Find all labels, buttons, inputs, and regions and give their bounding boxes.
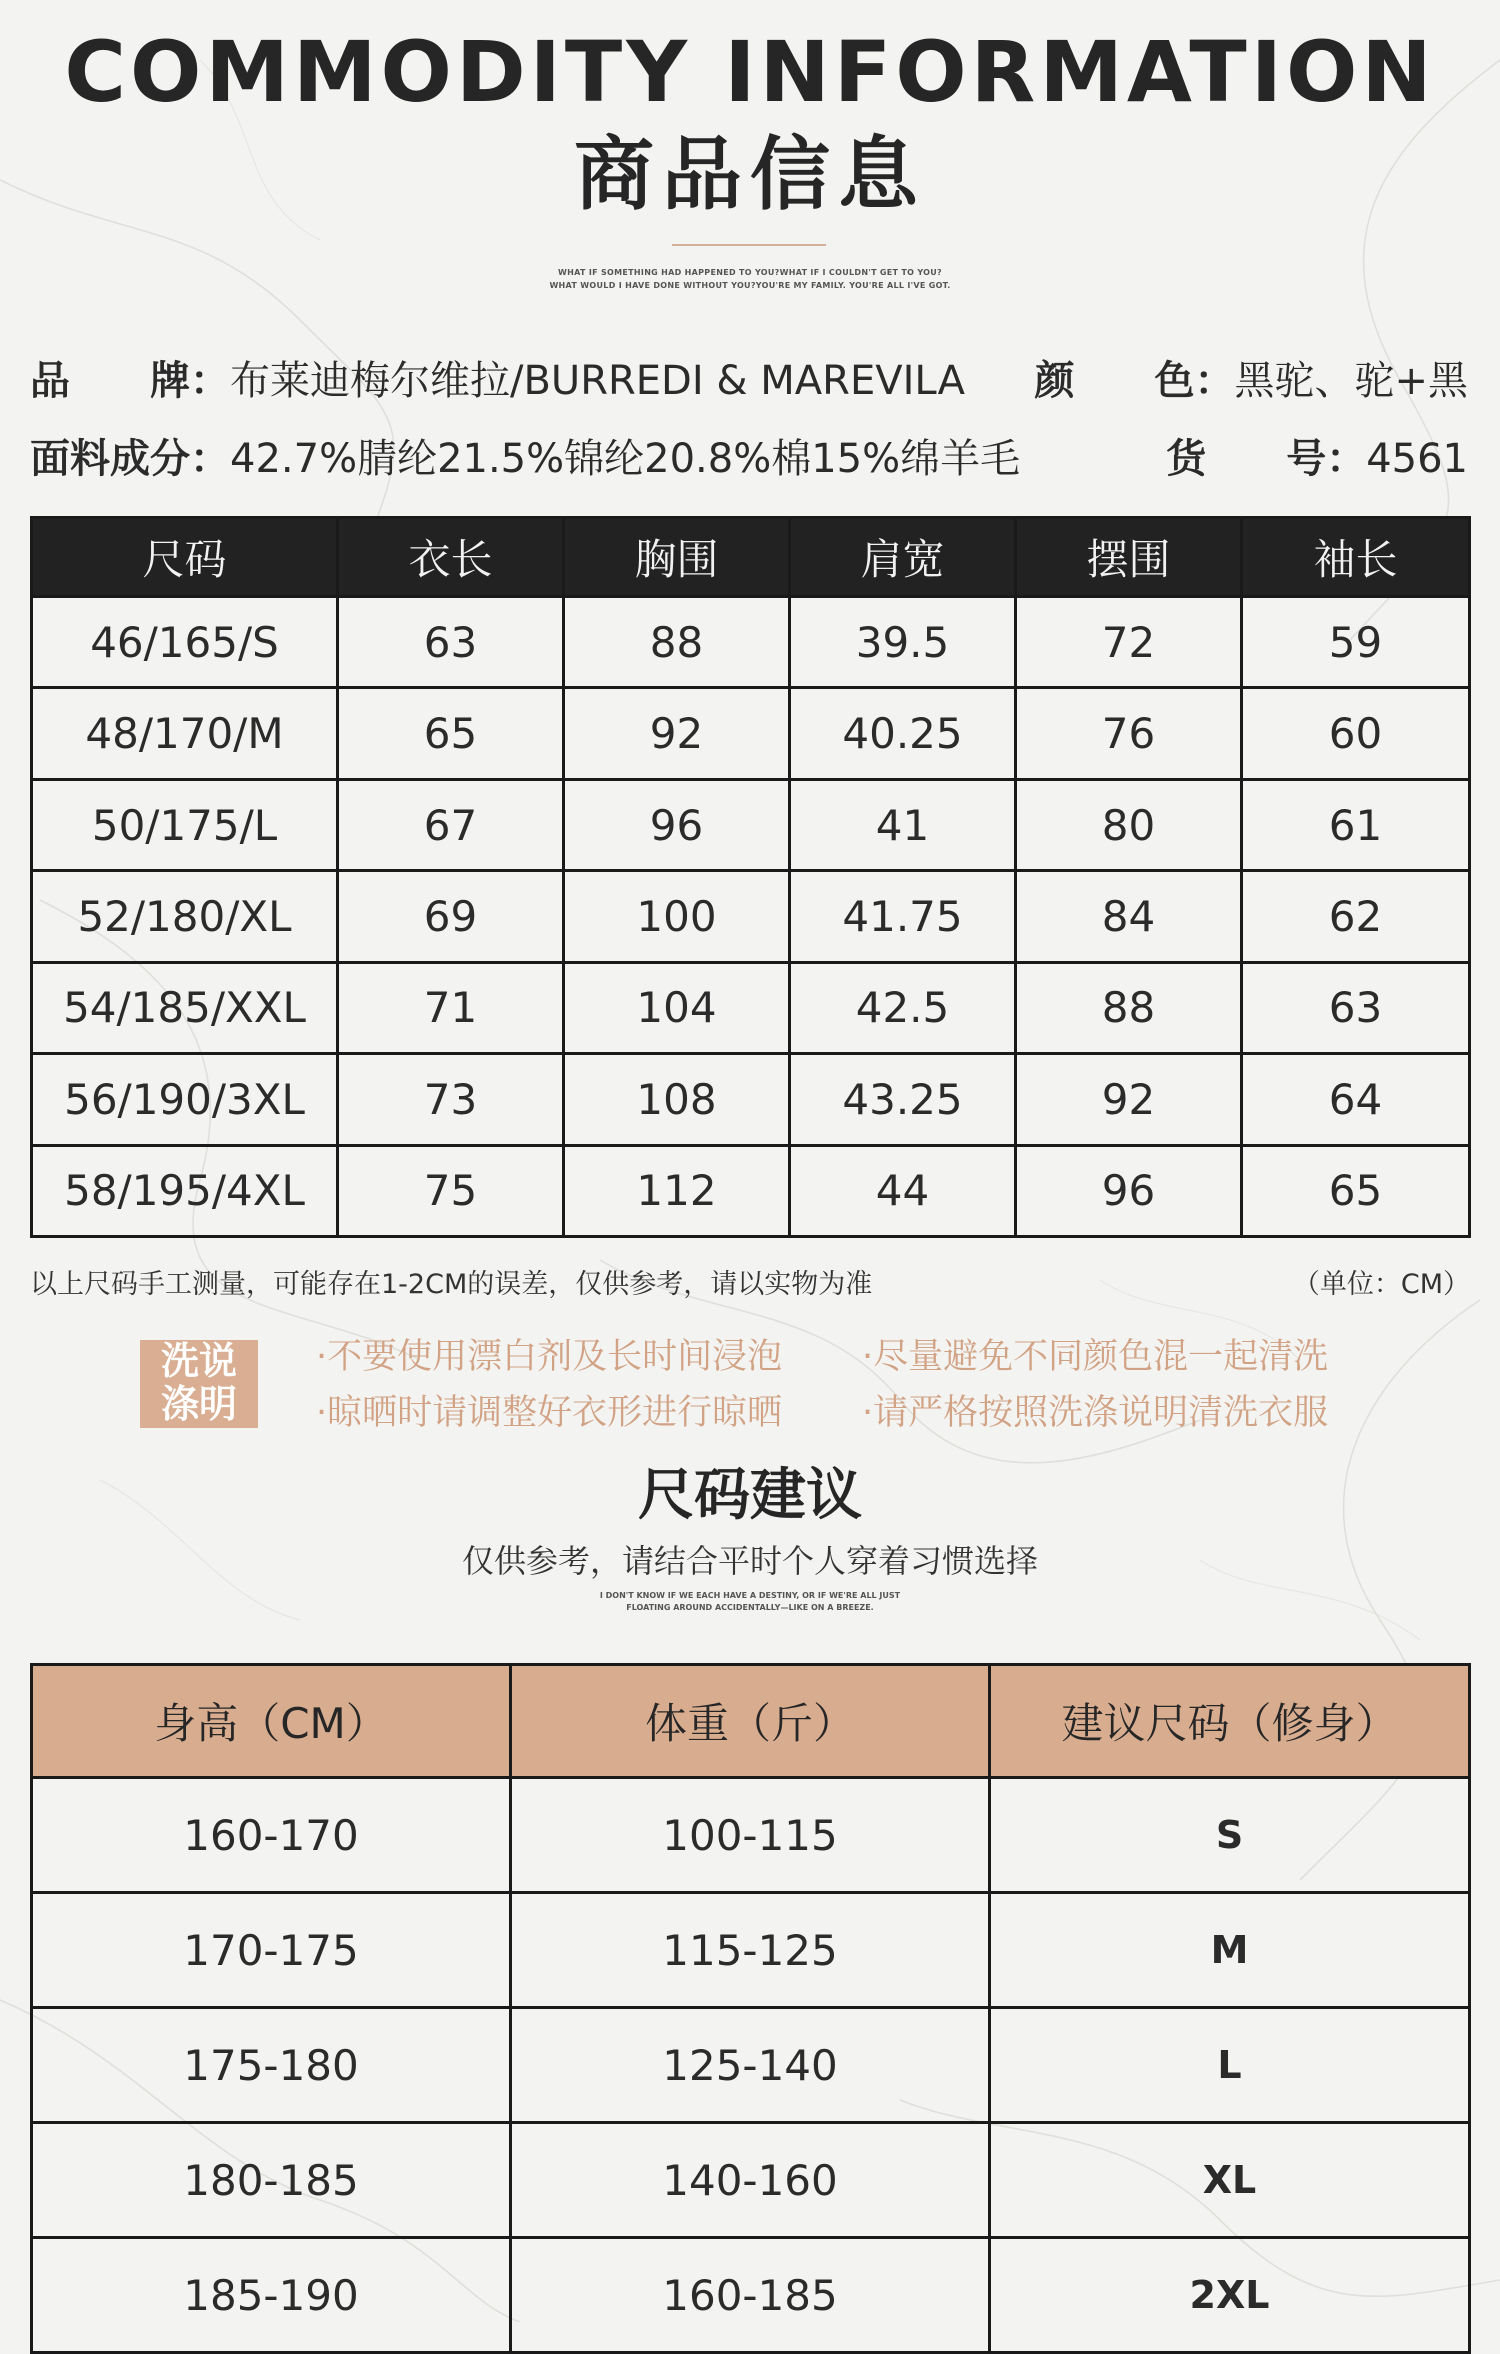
header-size: 尺码 (32, 518, 338, 597)
fabric-row (30, 434, 1020, 484)
table-cell: 41 (790, 779, 1016, 870)
size-advice-subtitle: 仅供参考，请结合平时个人穿着习惯选择 (461, 1542, 1038, 1580)
wash-tip: ·不要使用漂白剂及长时间浸泡 (316, 1337, 783, 1377)
advice-tagline-line2: FLOATING AROUND ACCIDENTALLY—LIKE ON A BREEZE. (626, 1603, 874, 1612)
table-cell: 63 (1242, 962, 1470, 1053)
table-cell: 80 (1016, 779, 1242, 870)
table-cell: 72 (1016, 597, 1242, 688)
header-tagline (430, 266, 1070, 292)
table-row (32, 962, 1470, 1053)
title-english: COMMODITY INFORMATION (64, 23, 1436, 121)
recommended-size-cell: M (990, 1893, 1470, 2008)
table-cell: 60 (1242, 688, 1470, 779)
table-cell: 75 (338, 1145, 564, 1236)
measurement-note: 以上尺码手工测量，可能存在1-2CM的误差，仅供参考，请以实物为准 (30, 1269, 873, 1300)
table-cell: 62 (1242, 871, 1470, 962)
table-cell: 48/170/M (32, 688, 338, 779)
item-number-value: 4561 (1366, 436, 1468, 482)
table-cell: 104 (564, 962, 790, 1053)
table-cell: 92 (564, 688, 790, 779)
table-row (32, 1778, 1470, 1893)
table-cell: 67 (338, 779, 564, 870)
table-cell: 41.75 (790, 871, 1016, 962)
title-divider (672, 244, 826, 246)
table-cell: 112 (564, 1145, 790, 1236)
table-row (32, 1145, 1470, 1236)
height-cell: 185-190 (32, 2238, 511, 2353)
header-recommended-size: 建议尺码（修身） (990, 1665, 1470, 1778)
brand-value: 布莱迪梅尔维拉/BURREDI & MAREVILA (230, 358, 965, 404)
recommended-size-cell: L (990, 2008, 1470, 2123)
table-cell: 108 (564, 1054, 790, 1145)
weight-cell: 160-185 (511, 2238, 990, 2353)
table-cell: 63 (338, 597, 564, 688)
table-cell: 64 (1242, 1054, 1470, 1145)
title-chinese: 商品信息 (574, 128, 926, 221)
color-row (1034, 356, 1468, 406)
height-cell: 170-175 (32, 1893, 511, 2008)
table-cell: 84 (1016, 871, 1242, 962)
height-cell: 160-170 (32, 1778, 511, 1893)
recommended-size-cell: XL (990, 2123, 1470, 2238)
table-cell: 54/185/XXL (32, 962, 338, 1053)
size-advice-tagline (530, 1590, 970, 1614)
recommended-size-cell: 2XL (990, 2238, 1470, 2353)
size-table-header-row (32, 518, 1470, 597)
table-cell: 65 (338, 688, 564, 779)
header-hem: 摆围 (1016, 518, 1242, 597)
table-cell: 42.5 (790, 962, 1016, 1053)
header-height: 身高（CM） (32, 1665, 511, 1778)
table-row (32, 871, 1470, 962)
unit-note: （单位：CM） (1292, 1269, 1470, 1300)
header-shoulder: 肩宽 (790, 518, 1016, 597)
table-row (32, 2123, 1470, 2238)
size-advice-title: 尺码建议 (638, 1463, 862, 1528)
color-label: 颜 色： (1034, 358, 1235, 404)
table-cell: 100 (564, 871, 790, 962)
header-sleeve: 袖长 (1242, 518, 1470, 597)
table-cell: 43.25 (790, 1054, 1016, 1145)
color-value: 黑驼、驼+黑 (1234, 358, 1468, 404)
table-row (32, 2238, 1470, 2353)
recommend-header-row (32, 1665, 1470, 1778)
table-row (32, 688, 1470, 779)
table-cell: 88 (564, 597, 790, 688)
fabric-value: 42.7%腈纶21.5%锦纶20.8%棉15%绵羊毛 (230, 436, 1021, 482)
table-cell: 44 (790, 1145, 1016, 1236)
wash-badge-line1: 洗说 (160, 1339, 237, 1383)
wash-tip: ·请严格按照洗涤说明清洗衣服 (862, 1393, 1329, 1433)
weight-cell: 140-160 (511, 2123, 990, 2238)
height-cell: 175-180 (32, 2008, 511, 2123)
recommended-size-cell: S (990, 1778, 1470, 1893)
table-row (32, 1054, 1470, 1145)
item-number-label: 货 号： (1166, 436, 1367, 482)
table-cell: 88 (1016, 962, 1242, 1053)
header-chest: 胸围 (564, 518, 790, 597)
table-cell: 52/180/XL (32, 871, 338, 962)
table-cell: 96 (1016, 1145, 1242, 1236)
size-table (30, 516, 1471, 1238)
table-cell: 92 (1016, 1054, 1242, 1145)
height-cell: 180-185 (32, 2123, 511, 2238)
table-cell: 50/175/L (32, 779, 338, 870)
table-cell: 58/195/4XL (32, 1145, 338, 1236)
table-cell: 96 (564, 779, 790, 870)
table-cell: 65 (1242, 1145, 1470, 1236)
table-row (32, 597, 1470, 688)
weight-cell: 100-115 (511, 1778, 990, 1893)
table-cell: 69 (338, 871, 564, 962)
table-row (32, 779, 1470, 870)
size-recommendation-table (30, 1663, 1471, 2354)
table-cell: 76 (1016, 688, 1242, 779)
weight-cell: 125-140 (511, 2008, 990, 2123)
table-cell: 56/190/3XL (32, 1054, 338, 1145)
wash-badge-line2: 涤明 (160, 1382, 237, 1426)
wash-tip: ·晾晒时请调整好衣形进行晾晒 (316, 1393, 783, 1433)
table-cell: 59 (1242, 597, 1470, 688)
table-row (32, 1893, 1470, 2008)
header-length: 衣长 (338, 518, 564, 597)
item-number-row (1166, 434, 1468, 484)
brand-label: 品 牌： (30, 358, 230, 404)
table-row (32, 2008, 1470, 2123)
header-weight: 体重（斤） (511, 1665, 990, 1778)
wash-instructions-badge (140, 1340, 258, 1428)
header-tagline-line1: WHAT IF SOMETHING HAD HAPPENED TO YOU?WHAT IF I COULDN'T GET TO YOU? (558, 268, 942, 277)
table-cell: 40.25 (790, 688, 1016, 779)
table-cell: 61 (1242, 779, 1470, 870)
table-cell: 73 (338, 1054, 564, 1145)
header-tagline-line2: WHAT WOULD I HAVE DONE WITHOUT YOU?YOU'RE MY FAMILY. YOU'RE ALL I'VE GOT. (549, 281, 951, 290)
table-cell: 46/165/S (32, 597, 338, 688)
advice-tagline-line1: I DON'T KNOW IF WE EACH HAVE A DESTINY, OR IF WE'RE ALL JUST (599, 1591, 901, 1600)
brand-row (30, 356, 965, 406)
fabric-label: 面料成分： (30, 436, 230, 482)
table-cell: 71 (338, 962, 564, 1053)
wash-tip: ·尽量避免不同颜色混一起清洗 (862, 1337, 1329, 1377)
weight-cell: 115-125 (511, 1893, 990, 2008)
table-cell: 39.5 (790, 597, 1016, 688)
